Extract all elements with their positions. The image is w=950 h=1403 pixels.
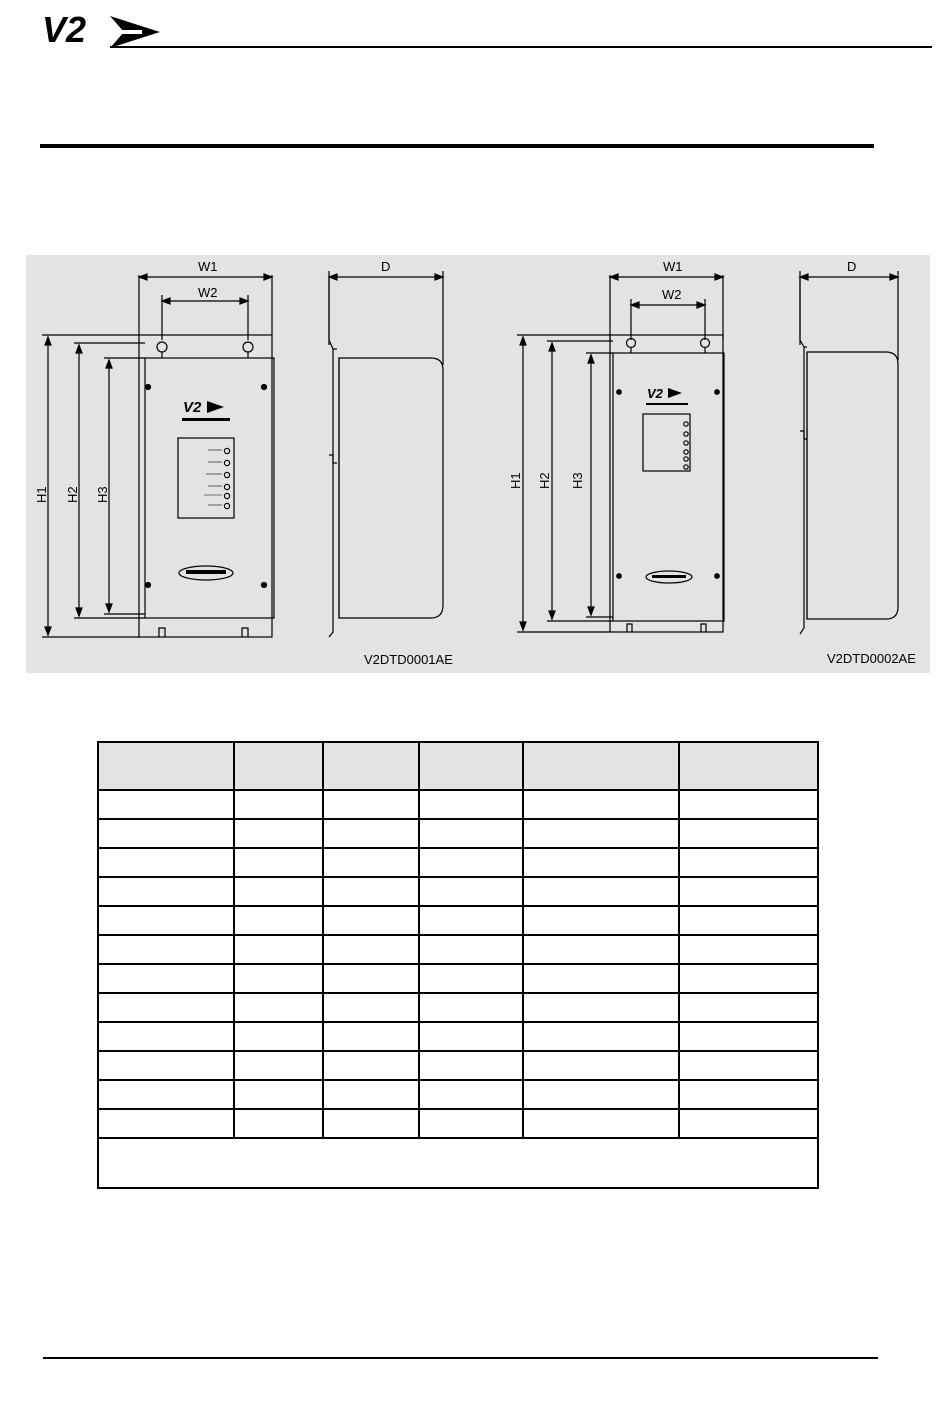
- table-cell: [523, 906, 679, 935]
- h3-label: H3: [570, 472, 585, 489]
- table-cell: [234, 906, 323, 935]
- footer-rule: [43, 1357, 878, 1359]
- table-cell: [523, 877, 679, 906]
- w2-label: W2: [662, 287, 682, 302]
- title-rule: [40, 144, 874, 148]
- table-cell: [679, 790, 818, 819]
- table-cell: [98, 1051, 234, 1080]
- table-row: [98, 993, 818, 1022]
- header-rule: [110, 46, 932, 48]
- table-cell: [523, 1109, 679, 1138]
- table-cell: [323, 935, 419, 964]
- table-cell: [679, 819, 818, 848]
- table-row: [98, 906, 818, 935]
- table-cell: [419, 790, 523, 819]
- table-cell: [323, 877, 419, 906]
- table-cell: [98, 906, 234, 935]
- table-cell: [419, 935, 523, 964]
- table-cell: [323, 906, 419, 935]
- table-cell: [419, 906, 523, 935]
- side-view-1: [329, 259, 443, 637]
- svg-text:V2: V2: [647, 386, 663, 401]
- table-cell: [419, 1080, 523, 1109]
- table-row: [98, 1109, 818, 1138]
- table-cell: [234, 790, 323, 819]
- table-cell: [679, 877, 818, 906]
- table-cell: [98, 935, 234, 964]
- table-cell: [234, 1080, 323, 1109]
- table-cell: [523, 1051, 679, 1080]
- d-label: D: [381, 259, 391, 274]
- table-cell: [234, 935, 323, 964]
- table-cell: [419, 819, 523, 848]
- table-cell: [679, 1022, 818, 1051]
- table-cell: [234, 1109, 323, 1138]
- front-view-1: [34, 259, 274, 637]
- table-row: [98, 1051, 818, 1080]
- header-cell: [679, 742, 818, 790]
- table-cell: [679, 1080, 818, 1109]
- table-cell: [323, 790, 419, 819]
- table-cell: [98, 993, 234, 1022]
- table-cell: [419, 877, 523, 906]
- table-row: [98, 848, 818, 877]
- dimension-drawings: [26, 255, 930, 673]
- table-cell: [523, 1022, 679, 1051]
- table-cell: [679, 1109, 818, 1138]
- table-cell: [679, 1051, 818, 1080]
- table-cell: [419, 1109, 523, 1138]
- table-cell: [523, 1080, 679, 1109]
- table-cell: [523, 819, 679, 848]
- table-note: [98, 1138, 818, 1188]
- d-label: D: [847, 259, 857, 274]
- table-cell: [323, 1051, 419, 1080]
- h2-label: H2: [537, 472, 552, 489]
- header-cell: [98, 742, 234, 790]
- table-cell: [234, 1022, 323, 1051]
- table-cell: [98, 848, 234, 877]
- table-cell: [323, 848, 419, 877]
- table-cell: [419, 1022, 523, 1051]
- table-row: [98, 964, 818, 993]
- table-row: [98, 790, 818, 819]
- table-cell: [323, 1022, 419, 1051]
- table-cell: [523, 935, 679, 964]
- table-cell: [523, 993, 679, 1022]
- table-cell: [234, 993, 323, 1022]
- table-cell: [523, 848, 679, 877]
- table-note-row: [98, 1138, 818, 1188]
- table-cell: [679, 964, 818, 993]
- header-cell: [523, 742, 679, 790]
- table-cell: [679, 935, 818, 964]
- h2-label: H2: [65, 486, 80, 503]
- table-cell: [419, 848, 523, 877]
- drawing-code-1: V2DTD0001AE: [364, 652, 453, 667]
- table-cell: [679, 848, 818, 877]
- table-cell: [679, 906, 818, 935]
- table-row: [98, 935, 818, 964]
- h3-label: H3: [95, 486, 110, 503]
- h1-label: H1: [508, 472, 523, 489]
- table-row: [98, 1080, 818, 1109]
- table-cell: [323, 964, 419, 993]
- table-cell: [323, 1109, 419, 1138]
- logo-text: V2: [42, 10, 87, 50]
- w2-label: W2: [198, 285, 218, 300]
- table-cell: [98, 790, 234, 819]
- table-cell: [98, 1080, 234, 1109]
- table-cell: [98, 1022, 234, 1051]
- v2-logo: [42, 10, 162, 50]
- header-cell: [323, 742, 419, 790]
- table-cell: [419, 964, 523, 993]
- table-cell: [98, 1109, 234, 1138]
- table-cell: [234, 1051, 323, 1080]
- table-cell: [98, 964, 234, 993]
- table-header-row: [98, 742, 818, 790]
- table-cell: [98, 819, 234, 848]
- table-cell: [323, 819, 419, 848]
- table-cell: [523, 964, 679, 993]
- table-cell: [523, 790, 679, 819]
- table-cell: [679, 993, 818, 1022]
- w1-label: W1: [198, 259, 218, 274]
- table-cell: [234, 964, 323, 993]
- dimensions-table: [97, 741, 819, 1189]
- header-cell: [419, 742, 523, 790]
- w1-label: W1: [663, 259, 683, 274]
- table-cell: [419, 1051, 523, 1080]
- table-cell: [234, 877, 323, 906]
- h1-label: H1: [34, 486, 49, 503]
- table-cell: [419, 993, 523, 1022]
- table-row: [98, 1022, 818, 1051]
- table-cell: [323, 993, 419, 1022]
- svg-text:V2: V2: [183, 399, 202, 416]
- header-cell: [234, 742, 323, 790]
- side-view-2: [800, 259, 898, 634]
- table-row: [98, 877, 818, 906]
- table-cell: [234, 848, 323, 877]
- table-cell: [98, 877, 234, 906]
- table-cell: [323, 1080, 419, 1109]
- drawing-code-2: V2DTD0002AE: [827, 651, 916, 666]
- table-row: [98, 819, 818, 848]
- table-cell: [234, 819, 323, 848]
- front-view-2: [508, 259, 724, 632]
